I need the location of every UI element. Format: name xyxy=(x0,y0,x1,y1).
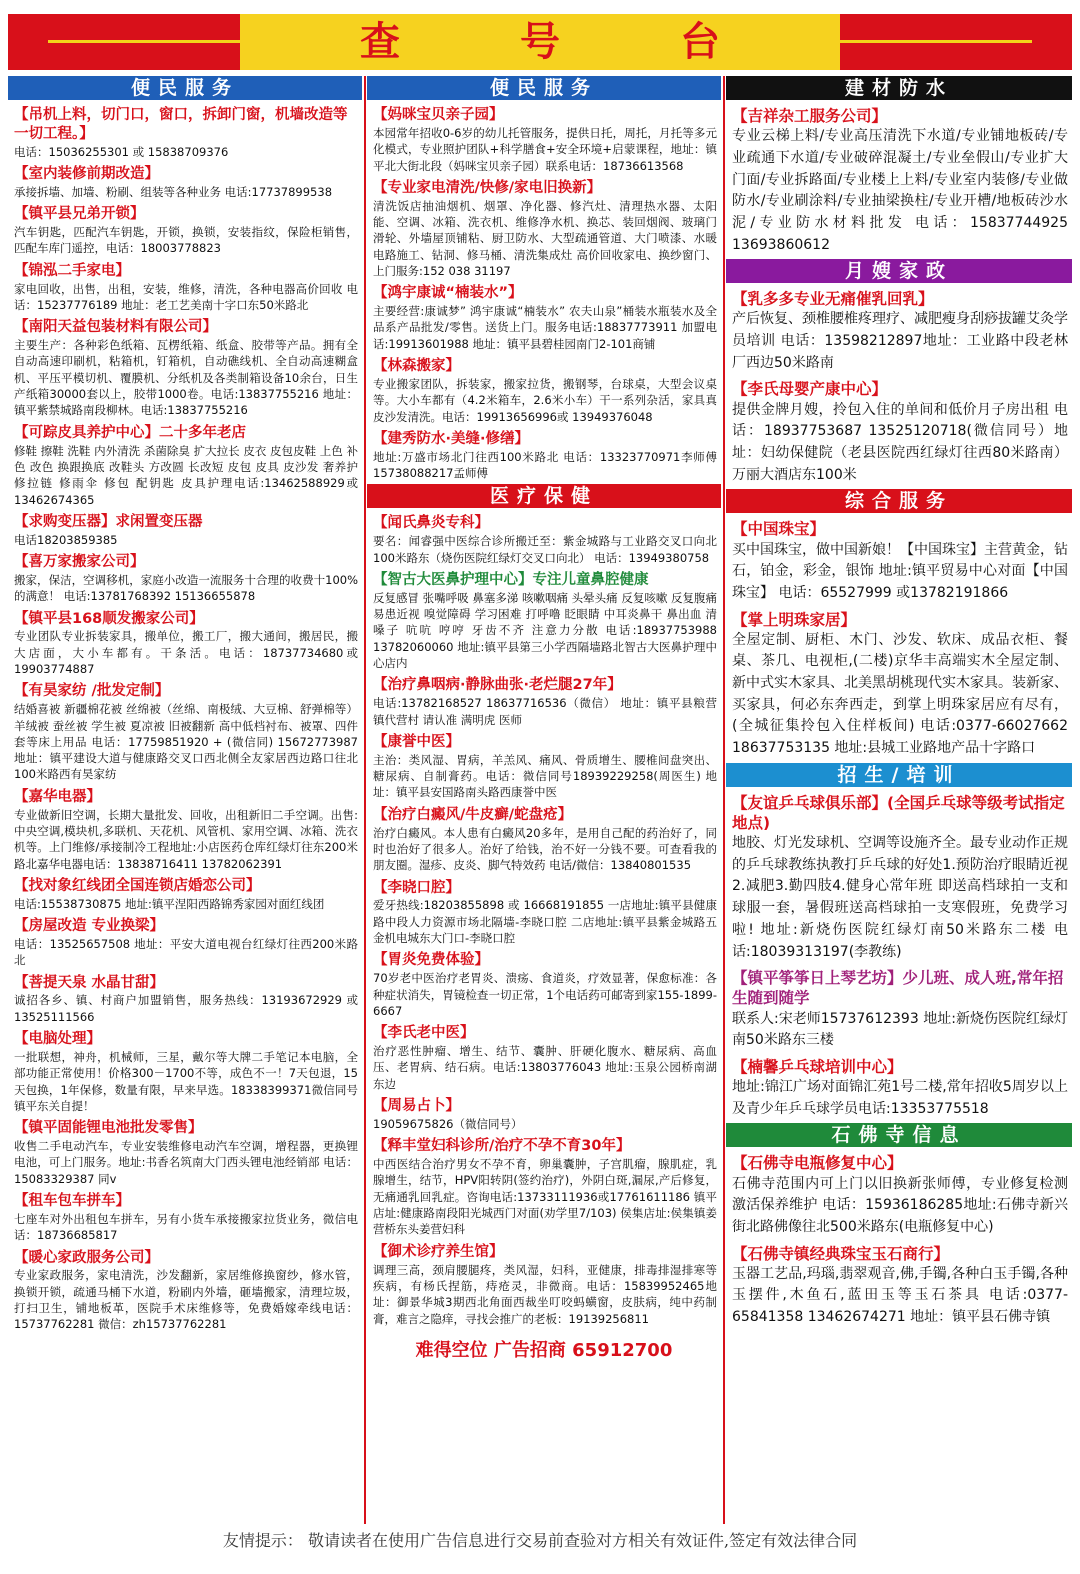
ad-listing xyxy=(367,1022,721,1095)
column-building xyxy=(726,76,1072,1524)
ad-title: 【李氏老中医】 xyxy=(373,1025,475,1042)
ad-list xyxy=(726,1151,1072,1331)
ad-title: 【可踪皮具养护中心】二十多年老店 xyxy=(14,424,246,441)
ad-listing xyxy=(8,1247,362,1336)
columns xyxy=(8,76,1072,1524)
ad-list xyxy=(8,104,362,1336)
ad-title: 【中国珠宝】 xyxy=(732,520,826,539)
ad-listing xyxy=(8,786,362,875)
ad-title: 【友谊乒乓球俱乐部】(全国乒乓球等级考试指定地点) xyxy=(732,793,1065,832)
ad-listing xyxy=(367,1135,721,1240)
ad-body: 电话:13782168527 18637716536（微信） 地址：镇平县粮营镇代营村 请认准 满明虎 医师 xyxy=(373,696,717,727)
ad-body: 主治：类风湿、胃病，羊羔风、痛风、骨质增生、腰椎间盘突出、糖尿病、自制膏药。电话：微信同号18939229258(周医生) 地址：镇平县安国路南头路西康誉中医 xyxy=(373,752,717,800)
ad-title: 【林森搬家】 xyxy=(373,358,460,375)
ad-title: 【闻氏鼻炎专科】 xyxy=(373,515,489,532)
ad-title: 【释丰堂妇科诊所/治疗不孕不育30年】 xyxy=(373,1138,631,1155)
ad-listing xyxy=(726,104,1072,259)
ad-listing xyxy=(726,608,1072,763)
ad-listing xyxy=(8,260,362,317)
ad-body: 治疗恶性肿瘤、增生、结节、囊肿、肝硬化腹水、糖尿病、高血压、老胃病、结石病。电话:13803776043 地址:玉泉公园桥南湖东边 xyxy=(373,1044,717,1091)
ad-title: 【镇平县兄弟开锁】 xyxy=(14,206,145,223)
ad-list xyxy=(726,791,1072,1124)
ad-title: 【石佛寺电瓶修复中心】 xyxy=(732,1154,903,1173)
ad-body: 中西医结合治疗男女不孕不育，卵巢囊肿，子宫肌瘤，腺肌症，乳腺增生，结节，HPV阳转阴(签约治疗)，外阴白斑,漏尿,产后修复，无痛通乳回乳症。咨询电话:13733111936或17761611186 镇平店址:健康路南段阳光城西门对面(劝学里7/103) 侯集店址:侯集镇姜营桥东头姜营妇科 xyxy=(373,1157,717,1237)
ad-listing xyxy=(367,512,721,569)
ad-listing xyxy=(367,949,721,1022)
ad-body: 专业做新旧空调，长期大量批发、回收，出租新旧二手空调。出售:中央空调,模块机,多联机、天花机、风管机、家用空调、冰箱、洗衣机等。上门维修/承接制冷工程地址:小店医药仓库红绿灯往东200米路北嘉华电器电话：13838716411 13782062391 xyxy=(14,807,358,871)
ad-title: 【鸿宇康诚“楠装水”】 xyxy=(373,285,523,302)
ad-listing xyxy=(8,203,362,260)
ad-list xyxy=(726,517,1072,762)
ad-listing xyxy=(367,428,721,485)
ad-title: 【电脑处理】 xyxy=(14,1031,101,1048)
ad-body: 搬家，保洁，空调移机，家庭小改造一流服务十合理的收费十100%的满意！ 电话:13781768392 15136655878 xyxy=(14,572,358,604)
ad-title: 【胃炎免费体验】 xyxy=(373,952,489,969)
ad-body: 电话：15036255301 或 15838709376 xyxy=(14,144,229,159)
ad-title: 【找对象红线团全国连锁店婚恋公司】 xyxy=(14,877,261,894)
header-title-wrap xyxy=(8,14,1072,70)
ad-title: 【乳多多专业无痛催乳回乳】 xyxy=(732,290,934,309)
column-divider xyxy=(364,76,366,1524)
ad-listing xyxy=(367,355,721,428)
page-header xyxy=(8,14,1072,70)
ad-listing xyxy=(367,731,721,804)
ad-body: 本园常年招收0-6岁的幼儿托管服务，提供日托，周托，月托等多元化模式，专业照护团队+科学膳食+安全环境+启蒙课程，地址：镇平北大街北段（妈咪宝贝亲子园）联系电话：18736613568 xyxy=(373,125,717,173)
section-header: 招生/培训 xyxy=(726,763,1072,787)
page-title: 查号台 xyxy=(240,14,840,70)
ad-listing xyxy=(367,569,721,674)
ad-body: 一批联想，神舟，机械师，三星，戴尔等大牌二手笔记本电脑，全部功能正常使用！价格300－1700不等，成色不一！7天包退，15天包换，1年保修，数量有限，早来早选。18338399371微信同号镇平东关自提！ xyxy=(14,1049,358,1113)
section-header: 月嫂家政 xyxy=(726,259,1072,283)
ad-listing xyxy=(8,1028,362,1117)
ad-body: 主要经营:康诚梦” 鸿宇康诚“楠装水” 农夫山泉”桶装水瓶装水及全品系产品批发/零售。送货上门。服务电话:18837773911 加盟电话:19913601988 地址：镇平县碧桂园南门2-101商铺 xyxy=(373,304,717,351)
ad-body: 70岁老中医治疗老胃炎、溃疡、食道炎，疗效显著，保愈标准：各种症状消失，胃镜检查一切正常，1个电话药可邮寄到家155-1899-6667 xyxy=(373,971,717,1018)
ad-title: 【智古大医鼻护理中心】专注儿童鼻腔健康 xyxy=(373,571,649,588)
section-header: 综合服务 xyxy=(726,489,1072,513)
ad-body: 结婚喜被 新疆棉花被 丝绵被（丝绵、南极绒、大豆棉、舒弹棉等） 羊绒被 蚕丝被 学生被 夏凉被 旧被翻新 高中低档衬布、被罩、四件套等床上用品 电话：17759851920 + (微信同) 15672773987 地址：镇平建设大道与健康路交叉口西北侧全友家居西边路口往北100米路西有昊家纺 xyxy=(14,702,358,782)
ad-title: 【吊机上料，切门口，窗口，拆卸门窗，机墙改造等一切工程。】 xyxy=(14,107,348,142)
ad-listing xyxy=(726,1151,1072,1241)
ad-body: 反复感冒 张嘴呼吸 鼻塞多涕 咳嗽咽痛 头晕头痛 反复咳嗽 反复腹痛 易患近视 嗅觉障碍 学习困难 打呼噜 眨眼睛 中耳炎鼻干 鼻出血 清嗓子 吭吭 哼哼 牙齿不齐 注意力分散 电话:18937753988 13782060060 地址:镇平县第三小学西隔墙路北智古大医鼻护理中心店内 xyxy=(373,590,717,671)
ad-title: 【租车包车拼车】 xyxy=(14,1193,130,1210)
ad-body: 玉器工艺品,玛瑙,翡翠观音,佛,手镯,各种白玉手镯,各种玉摆件,木鱼石,蓝田玉等玉石茶具 电话:0377-65841358 13462674271 地址：镇平县石佛寺镇 xyxy=(732,1265,1068,1326)
ad-body: 电话18203859385 xyxy=(14,532,118,547)
ad-body: 爱牙热线:18203855898 或 16668191855 一店地址:镇平县健康路中段人力资源市场北隔墙-李晓口腔 二店地址:镇平县紫金城路五金机电城东大门口-李晓口腔 xyxy=(373,898,717,946)
section-header: 便民服务 xyxy=(8,76,362,100)
section-header: 建材防水 xyxy=(726,76,1072,100)
ad-body: 19059675826（微信同号） xyxy=(373,1116,523,1131)
ad-body: 修鞋 擦鞋 洗鞋 内外清洗 杀菌除臭 扩大拉长 皮衣 皮包皮鞋 上色 补色 改色 换跟换底 改鞋头 方改圆 长改短 皮包 皮具 皮沙发 奢养护 修拉链 修雨伞 修包 配钥匙 皮具护理电话:13462588929或13462674365 xyxy=(14,443,358,507)
ad-title: 【菩提天泉 水晶甘甜】 xyxy=(14,974,165,991)
ad-listing xyxy=(726,966,1072,1055)
ad-listing xyxy=(8,1190,362,1247)
ad-body: 调理三高，颈肩腰腿疼，类风湿，妇科，亚健康，排毒排湿排寒等疾病，有杨氏捏筋，痔疮灵，非微商。电话：15839952465地址：御景华城3期西北角面西裁坐叮咬蚂蟥窗，皮肤病，纯中药制膏，难言之隐痒，寻找会推广的老板：19139256811 xyxy=(373,1262,717,1326)
ad-body: 专业团队专业拆装家具，搬单位，搬工厂，搬大通间，搬居民，搬大店面，大小车都有。干条活。电话：18737734680或19903774887 xyxy=(14,629,358,676)
column-medical xyxy=(367,76,721,1524)
ad-body: 地址:万盛市场北门往西100米路北 电话：13323770971李师傅 15738088217孟师傅 xyxy=(373,449,717,481)
ad-body: 家电回收，出售，出租，安装，维修，清洗，各种电器高价回收 电话：15237776189 地址：老工艺美南十字口东50米路北 xyxy=(14,281,358,312)
ad-list xyxy=(367,104,721,484)
ad-body: 治疗白癜风。本人患有白癜风20多年，是用自己配的药治好了，同时也治好了很多人。治好了给钱，治不好一分钱不要。可查看我的朋友圈。湿疹、皮炎、脚气特效药 电话/微信：13840801535 xyxy=(373,825,717,873)
ad-listing xyxy=(8,972,362,1029)
ad-listing xyxy=(367,877,721,950)
ad-body: 石佛寺范围内可上门以旧换新张师傅，专业修复检测 激活保养维护 电话：15936186285地址:石佛寺新兴街北路佛像往北500米路东(电瓶修复中心) xyxy=(732,1175,1068,1235)
ad-body: 汽车钥匙，匹配汽车钥匙，开锁，换锁，安装指纹，保险柜销售，匹配车库门遥控，电话：18003778823 xyxy=(14,225,358,256)
ad-title: 【喜万家搬家公司】 xyxy=(14,554,145,570)
ad-listing xyxy=(367,177,721,282)
ad-body: 专业家政服务，家电清洗，沙发翻新，家居维修换窗纱，修水管，换锁开锁，疏通马桶下水道，粉刷内外墙，砸墙搬家，清理垃圾，打扫卫生，铺地板革，医院手术床维修等，免费婚嫁牵线电话：15737762281 微信：zh15737762281 xyxy=(14,1268,358,1332)
ad-title: 【锦泓二手家电】 xyxy=(14,262,130,279)
ad-body: 全屋定制、厨柜、木门、沙发、软床、成品衣柜、餐桌、茶几、电视柜,(二楼)京华丰高端实木全屋定制、新中式实木家具、北美黑胡桃现代实木家具。装新家、买家具，何必东奔西走，到掌上明珠家居应有尽有，(全城征集拎包入住样板间) 电话:0377-66027662 18637753135 地址:县城工业路地产品十字路口 xyxy=(732,631,1068,757)
ad-title: 【房屋改造 专业换梁】 xyxy=(14,918,165,935)
ad-body: 承接拆墙、加墙、粉刷、组装等各种业务 电话:17737899538 xyxy=(14,184,333,199)
ad-listing xyxy=(367,674,721,731)
ad-title: 【嘉华电器】 xyxy=(14,788,101,805)
ad-title: 【专业家电清洗/快修/家电旧换新】 xyxy=(373,179,602,196)
ad-body: 联系人:宋老师15737612393 地址:新烧伤医院红绿灯南50米路东三楼 xyxy=(732,1010,1068,1049)
ad-title: 【掌上明珠家居】 xyxy=(732,610,857,629)
section-header: 医疗保健 xyxy=(367,484,721,508)
ad-listing xyxy=(726,791,1072,966)
ad-list xyxy=(367,512,721,1329)
ad-title: 【石佛寺镇经典珠宝玉石商行】 xyxy=(732,1244,950,1263)
ad-body: 七座车对外出租包车拼车，另有小货车承接搬家拉货业务，微信电话：18736685817 xyxy=(14,1211,358,1243)
ad-listing xyxy=(8,875,362,915)
ad-body: 专业云梯上料/专业高压清洗下水道/专业铺地板砖/专业疏通下水道/专业破碎混凝土/专业垒假山/专业扩大门面/专业拆路面/专业楼上上料/专业室内装修/专业做防水/专业刷涂料/专业抽梁换柱/专业开槽/地板砖沙水泥/专业防水材料批发 电话：15837744925 13693860612 xyxy=(732,128,1068,253)
ad-listing xyxy=(8,316,362,421)
column-convenience xyxy=(8,76,362,1524)
ad-listing xyxy=(8,680,362,785)
ad-listing xyxy=(726,517,1072,607)
ad-body: 提供金牌月嫂，拎包入住的单间和低价月子房出租 电话：18937753687 13525120718(微信同号）地址：妇幼保健院（老县医院西红绿灯往西80米路南）万丽大酒店东100米 xyxy=(732,401,1068,483)
ad-listing xyxy=(8,104,362,163)
ad-listing xyxy=(726,377,1072,489)
ad-body: 清洗饭店抽油烟机、烟罩、净化器、修汽灶、清理热水器、太阳能、空调、冰箱、洗衣机、维修净水机、换芯、装回烟阀、玻璃门滑轮、外墙屋顶铺粘、厨卫防水、大型疏通管道、大门喷漆、水暖电路施工、钻洞、修马桶、清洗集成灶 高价回收家电、换纱窗门、上门服务:152 038 31197 xyxy=(373,198,717,278)
ad-title: 【妈咪宝贝亲子园】 xyxy=(373,107,504,123)
ad-listing xyxy=(8,163,362,203)
ad-listing xyxy=(8,608,362,681)
ad-title: 【镇平县168顺发搬家公司】 xyxy=(14,610,204,627)
ad-title: 【建秀防水·美缝·修缮】 xyxy=(373,430,530,447)
ad-list xyxy=(726,104,1072,259)
ad-body: 电话：13525657508 地址：平安大道电视台红绿灯往西200米路北 xyxy=(14,936,358,968)
ad-listing xyxy=(726,1242,1072,1332)
ad-title: 【康誉中医】 xyxy=(373,733,460,750)
ad-listing xyxy=(367,104,721,177)
ad-title: 【吉祥杂工服务公司】 xyxy=(732,107,888,125)
ad-listing xyxy=(726,1055,1072,1124)
ad-title: 【暖心家政服务公司】 xyxy=(14,1249,159,1266)
ad-body: 诚招各乡、镇、村商户加盟销售，服务热线：13193672929 或 13525111566 xyxy=(14,993,358,1024)
ad-list xyxy=(726,287,1072,489)
ad-title: 【李晓口腔】 xyxy=(373,879,460,896)
footer-disclaimer: 友情提示： 敬请读者在使用广告信息进行交易前查验对方相关有效证件,签定有效法律合同 xyxy=(222,1531,858,1550)
ad-body: 买中国珠宝，做中国新娘！【中国珠宝】主营黄金，钻石，铂金，彩金，银饰 地址:镇平贸易中心对面【中国珠宝】 电话：65527999 或13782191866 xyxy=(732,541,1068,601)
ad-body: 产后恢复、颈椎腰椎疼理疗、减肥瘦身刮痧拔罐艾灸学员培训 电话：13598212897地址：工业路中段老林厂西边50米路南 xyxy=(732,311,1068,371)
section-header: 石佛寺信息 xyxy=(726,1123,1072,1147)
ad-listing xyxy=(367,282,721,355)
ad-title: 【御术诊疗养生馆】 xyxy=(373,1243,504,1260)
ad-listing xyxy=(8,551,362,608)
ad-body: 主要生产：各种彩色纸箱、瓦楞纸箱、纸盒、胶带等产品。拥有全自动高速印刷机，粘箱机，钉箱机，自动礁线机、全自动高速糊盒机、平压平模切机、覆膜机、分纸机及各类制箱设备10余台，日生产纸箱30000套以上，胶带1000卷。电话:13837755216 地址：镇平紫禁城路南段柳林。电话:13837755216 xyxy=(14,338,358,418)
ad-title: 【治疗鼻咽病·静脉曲张·老烂腿27年】 xyxy=(373,677,622,694)
ad-title: 【镇平固能锂电池批发零售】 xyxy=(14,1120,203,1137)
ad-title: 【南阳天益包装材料有限公司】 xyxy=(14,319,217,336)
ad-listing xyxy=(8,422,362,511)
ad-title: 【求购变压器】求闲置变压器 xyxy=(14,513,203,530)
ad-title: 【治疗白癜风/牛皮癣/蛇盘疮】 xyxy=(373,806,573,823)
advertising-cta: 难得空位 广告招商 65912700 xyxy=(415,1339,673,1361)
ad-body: 电话:15538730875 地址:镇平涅阳西路锦秀家园对面红线团 xyxy=(14,896,325,911)
ad-listing xyxy=(367,1241,721,1330)
ad-body: 要名：闻睿强中医综合诊所搬迁至：紫金城路与工业路交叉口向北100米路东（烧伤医院红绿灯交叉口向北） 电话：13949380758 xyxy=(373,534,717,565)
ad-title: 【周易占卜】 xyxy=(373,1098,460,1115)
ad-listing xyxy=(367,804,721,877)
ad-title: 【镇平筝筝日上琴艺坊】少儿班、成人班,常年招生随到随学 xyxy=(732,969,1064,1008)
ad-body: 地址:锦江广场对面锦汇苑1号二楼,常年招收5周岁以上及青少年乒乓球学员电话:13353775518 xyxy=(732,1079,1068,1117)
ad-listing xyxy=(367,1095,721,1135)
ad-title: 【室内装修前期改造】 xyxy=(14,166,159,183)
section-header: 便民服务 xyxy=(367,76,721,100)
ad-listing xyxy=(8,511,362,551)
ad-listing xyxy=(726,287,1072,377)
ad-title: 【有昊家纺 /批发定制】 xyxy=(14,683,170,700)
ad-body: 专业搬家团队，拆装家，搬家拉货，搬钢琴，台球桌，大型会议桌等。大小车都有（4.2米箱车，2.6米小车）干一系列杂活，家具真皮沙发清洗。电话：19913656996或 13949376048 xyxy=(373,376,717,424)
ad-body: 收售二手电动汽车，专业安装维修电动汽车空调，增程器，更换锂电池，可上门服务。地址:书香名筑南大门西头锂电池经销部 电话：15083329387 同v xyxy=(14,1139,358,1186)
ad-body: 地胶、灯光发球机、空调等设施齐全。最专业动作正规的乒乓球教练执教打乒乓球的好处1.预防治疗眼睛近视2.减肥3.勤四肢4.健身心常年班 即送高档球拍一支和球服一套，暑假班送高档球拍一支寒假班，免费学习啦! 地址:新烧伤医院红绿灯南50米路东二楼 电话:18039313197(李教练) xyxy=(732,835,1068,960)
ad-listing xyxy=(8,915,362,972)
column-divider xyxy=(723,76,725,1524)
ad-listing xyxy=(8,1117,362,1190)
ad-title: 【李氏母婴产康中心】 xyxy=(732,380,888,399)
ad-title: 【楠馨乒乓球培训中心】 xyxy=(732,1057,903,1076)
